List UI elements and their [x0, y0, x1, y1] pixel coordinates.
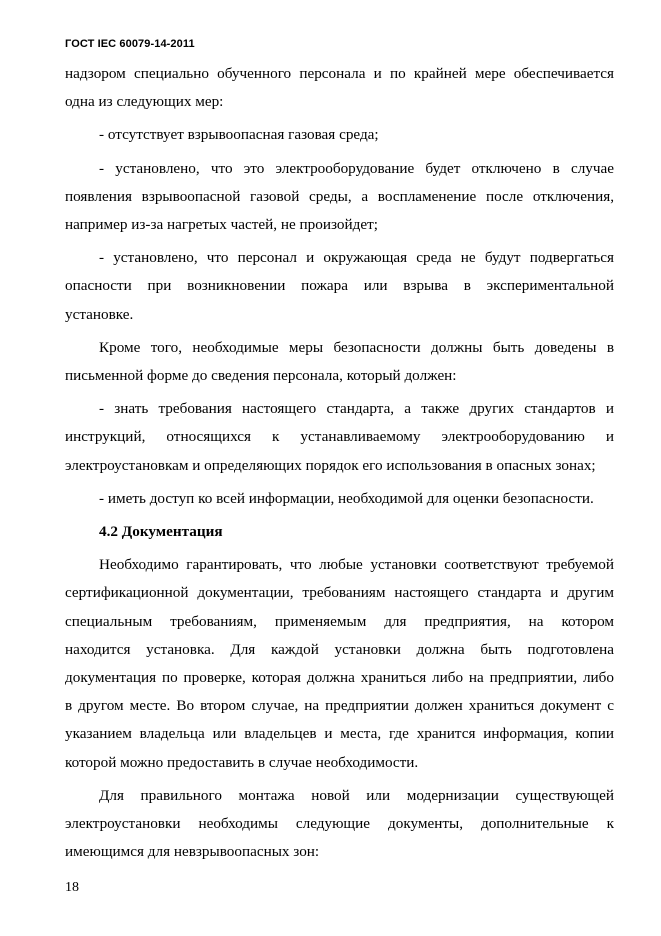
text-line: электроустановки необходимы следующие документы, дополнительные к: [65, 815, 614, 833]
document-body: [65, 60, 614, 866]
text-line: установке.: [65, 305, 134, 323]
text-line: Для правильного монтажа новой или модернизации существующей: [99, 786, 614, 804]
list-item-personnel-not-endangered: [65, 244, 614, 329]
text-line: - иметь доступ ко всей информации, необходимой для оценки безопасности.: [99, 489, 594, 507]
text-line: электроустановкам и определяющих порядок его использования в опасных зонах;: [65, 456, 596, 474]
text-line: - знать требования настоящего стандарта, а также других стандартов и: [99, 400, 614, 418]
paragraph-intro: [65, 60, 614, 116]
text-line: - установлено, что это электрооборудование будет отключено в случае: [99, 159, 614, 177]
text-line: письменной форме до сведения персонала, который должен:: [65, 367, 457, 385]
text-line: опасности при возникновении пожара или взрыва в экспериментальной: [65, 277, 614, 295]
section-heading: 4.2 Документация: [99, 523, 223, 541]
text-line: Кроме того, необходимые меры безопасности должны быть доведены в: [99, 338, 614, 356]
text-line: в другом месте. Во втором случае, на предприятии должен храниться документ с: [65, 697, 614, 715]
text-line: документация по проверке, которая должна храниться либо на предприятии, либо: [65, 669, 614, 687]
text-line: имеющимся для невзрывоопасных зон:: [65, 843, 320, 861]
text-line: сертификационной документации, требованиям настоящего стандарта и другим: [65, 584, 614, 602]
paragraph-safety-measures: [65, 334, 614, 390]
text-line: - отсутствует взрывоопасная газовая среда;: [99, 126, 379, 144]
text-line: инструкций, относящихся к устанавливаемому электрооборудованию и: [65, 428, 614, 446]
list-item-equipment-disconnected: [65, 155, 614, 240]
text-line: указанием владельца или владельцев и места, где хранится информация, копии: [65, 725, 614, 743]
text-line: находится установка. Для каждой установки должна быть подготовлена: [65, 640, 614, 658]
text-line: например из-за нагретых частей, не произойдет;: [65, 216, 378, 234]
document-code-header: ГОСТ IEC 60079-14-2011: [65, 38, 195, 50]
text-line: Необходимо гарантировать, что любые установки соответствуют требуемой: [99, 556, 614, 574]
list-item-no-explosive-atmosphere: [65, 121, 614, 149]
paragraph-installation-documents: [65, 782, 614, 867]
text-line: которой можно предоставить в случае необходимости.: [65, 753, 419, 771]
text-line: - установлено, что персонал и окружающая среда не будут подвергаться: [99, 249, 614, 267]
list-item-access-information: [65, 485, 614, 513]
paragraph-documentation: [65, 551, 614, 777]
text-line: появления взрывоопасной газовой среды, а воспламенение после отключения,: [65, 187, 614, 205]
text-line: одна из следующих мер:: [65, 93, 224, 111]
text-line: надзором специально обученного персонала и по крайней мере обеспечивается: [65, 65, 614, 82]
list-item-know-requirements: [65, 395, 614, 480]
page-number: 18: [65, 880, 79, 895]
text-line: специальным требованиям, применяемым для предприятия, на котором: [65, 612, 614, 630]
